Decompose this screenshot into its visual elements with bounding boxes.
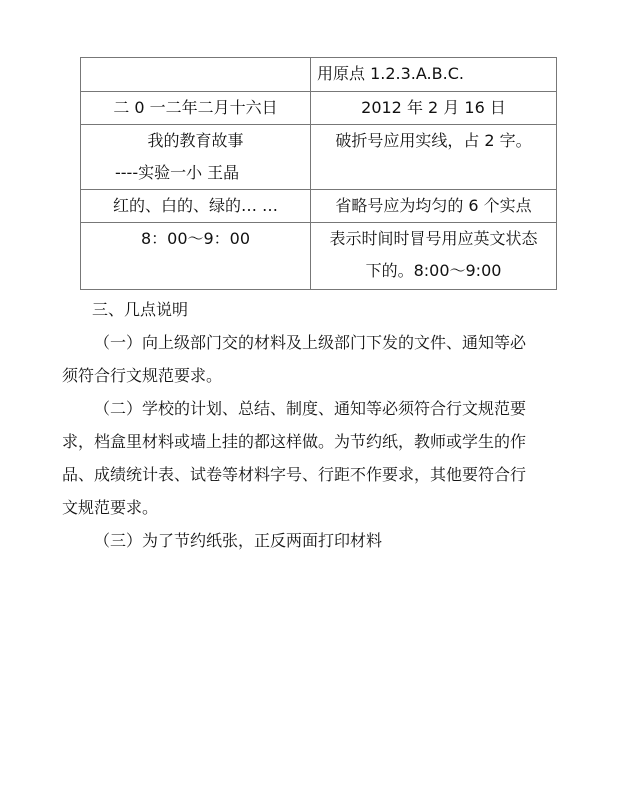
table-row	[81, 92, 557, 125]
paragraph-line: （三）为了节约纸张，正反两面打印材料	[94, 531, 383, 550]
paragraph-line: 文规范要求。	[62, 498, 159, 517]
paragraph-3	[62, 524, 558, 557]
table-cell-example	[81, 223, 311, 290]
cell-text: 用原点 1.2.3.A.B.C.	[317, 64, 464, 83]
table-cell-example	[81, 58, 311, 92]
table-row	[81, 58, 557, 92]
paragraph-line: 须符合行文规范要求。	[62, 366, 223, 385]
cell-text: 破折号应用实线，占 2 字。	[335, 131, 532, 150]
paragraph-1	[62, 326, 558, 392]
cell-text: 8：00～9：00	[140, 229, 251, 248]
paragraph-2	[62, 392, 558, 524]
table-cell-rule	[311, 223, 557, 290]
paragraph-line: 品、成绩统计表、试卷等材料字号、行距不作要求，其他要符合行	[62, 465, 527, 484]
paragraph-line: （一）向上级部门交的材料及上级部门下发的文件、通知等必	[94, 333, 527, 352]
table-row	[81, 125, 557, 190]
cell-text: 下的。8:00～9:00	[365, 261, 502, 280]
table-cell-rule	[311, 92, 557, 125]
cell-text: 二 0 一二年二月十六日	[113, 98, 278, 117]
cell-text: 2012 年 2 月 16 日	[361, 98, 506, 117]
paragraph-line: （二）学校的计划、总结、制度、通知等必须符合行文规范要	[94, 399, 527, 418]
format-examples-table	[80, 57, 557, 290]
table-cell-example	[81, 190, 311, 223]
table-cell-example	[81, 125, 311, 190]
cell-text: 省略号应为均匀的 6 个实点	[335, 196, 532, 215]
section-heading	[62, 293, 558, 326]
cell-text: ----实验一小 王晶	[115, 163, 240, 182]
table-cell-rule	[311, 190, 557, 223]
cell-text: 我的教育故事	[147, 131, 244, 150]
section-heading-text: 三、几点说明	[92, 300, 189, 319]
table-row	[81, 223, 557, 290]
paragraph-line: 求，档盒里材料或墙上挂的都这样做。为节约纸，教师或学生的作	[62, 432, 527, 451]
table-row	[81, 190, 557, 223]
cell-text: 表示时间时冒号用应英文状态	[329, 229, 538, 248]
table-cell-example	[81, 92, 311, 125]
table-cell-rule	[311, 125, 557, 190]
cell-text: 红的、白的、绿的… …	[112, 196, 279, 215]
table-cell-rule	[311, 58, 557, 92]
